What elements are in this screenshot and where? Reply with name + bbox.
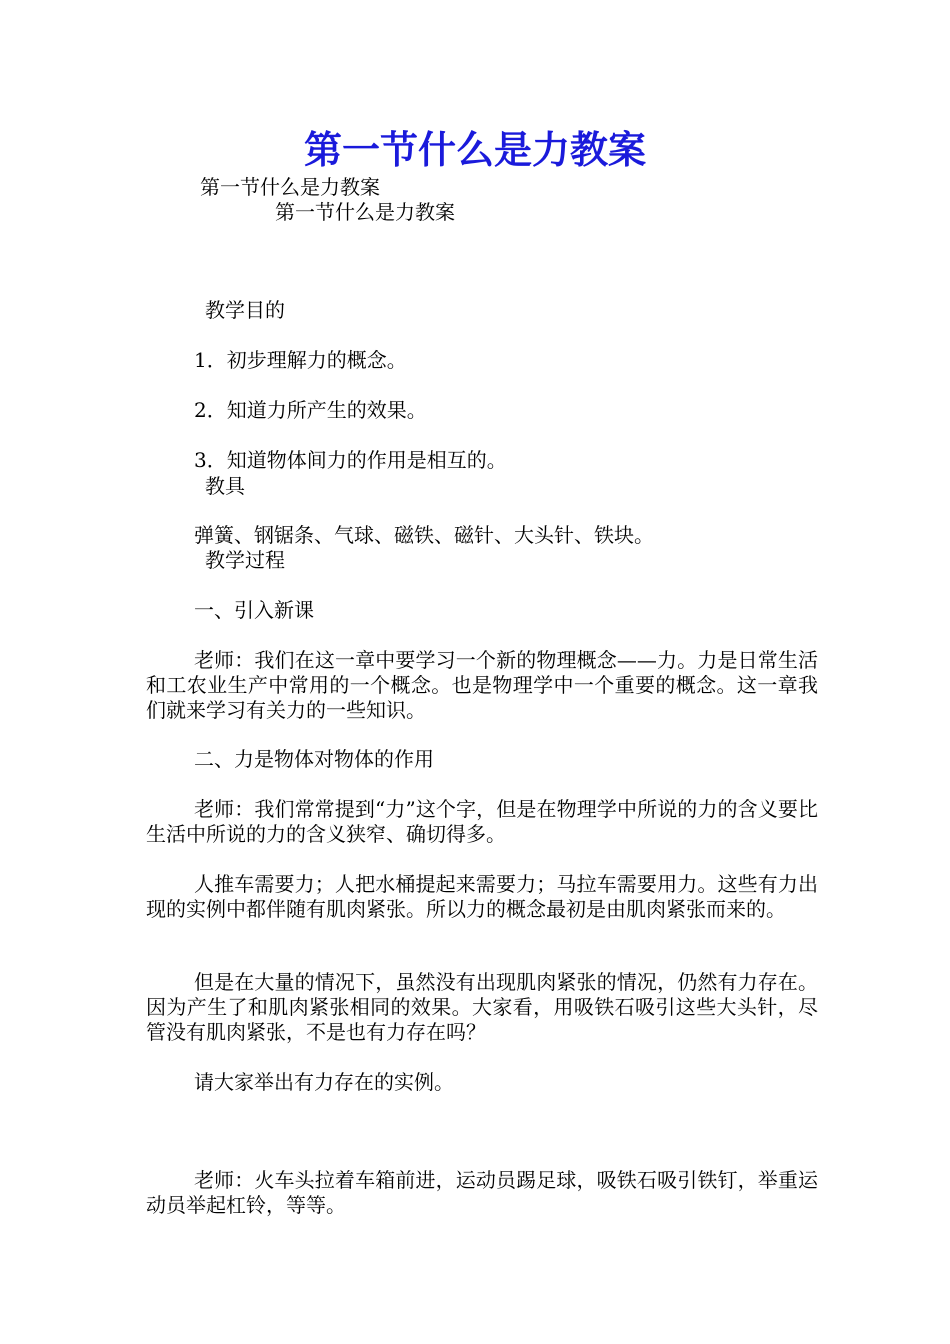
subtitle-line-2: 第一节什么是力教案 bbox=[275, 200, 455, 224]
objective-item-2: 2．知道力所产生的效果。 bbox=[194, 398, 427, 422]
equipment-heading: 教具 bbox=[205, 474, 245, 498]
page-title: 第一节什么是力教案 bbox=[303, 127, 646, 172]
paragraph-2: 老师：我们常常提到“力”这个字，但是在物理学中所说的力的含义要比生活中所说的力的含义狭窄、确切得多。 bbox=[146, 797, 818, 846]
paragraph-3: 人推车需要力；人把水桶提起来需要力；马拉车需要用力。这些有力出现的实例中都伴随有肌肉紧张。所以力的概念最初是由肌肉紧张而来的。 bbox=[146, 872, 818, 921]
paragraph-1: 老师：我们在这一章中要学习一个新的物理概念——力。力是日常生活和工农业生产中常用的一个概念。也是物理学中一个重要的概念。这一章我们就来学习有关力的一些知识。 bbox=[146, 648, 818, 722]
subtitle-line-1: 第一节什么是力教案 bbox=[200, 175, 380, 199]
paragraph-4: 但是在大量的情况下，虽然没有出现肌肉紧张的情况，仍然有力存在。因为产生了和肌肉紧张相同的效果。大家看，用吸铁石吸引这些大头针，尽管没有肌肉紧张，不是也有力存在吗？ bbox=[146, 970, 818, 1044]
section-heading-2: 二、力是物体对物体的作用 bbox=[194, 747, 434, 771]
objective-item-1: 1．初步理解力的概念。 bbox=[194, 348, 407, 372]
objective-item-3: 3．知道物体间力的作用是相互的。 bbox=[194, 448, 507, 472]
objectives-heading: 教学目的 bbox=[205, 298, 285, 322]
paragraph-5: 请大家举出有力存在的实例。 bbox=[194, 1070, 454, 1094]
section-heading-1: 一、引入新课 bbox=[194, 598, 314, 622]
paragraph-6: 老师：火车头拉着车箱前进，运动员踢足球，吸铁石吸引铁钉，举重运动员举起杠铃，等等。 bbox=[146, 1168, 818, 1217]
equipment-list: 弹簧、钢锯条、气球、磁铁、磁针、大头针、铁块。 bbox=[194, 523, 654, 547]
process-heading: 教学过程 bbox=[205, 548, 285, 572]
